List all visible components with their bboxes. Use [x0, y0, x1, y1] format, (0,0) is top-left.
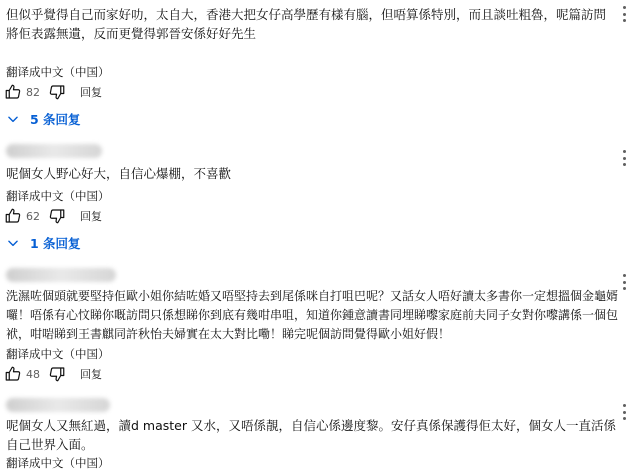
- comment-text: 洗濕咗個頭就要堅持佢歐小姐你結咗婚又唔堅持去到尾係咪自打咀巴呢？又話女人唔好讀太多書你一定想搵個金龜婿囉！唔係有心忟睇你嘅訪問只係想睇你到底有幾咁串咀，知道你鍾意讀書同埋睇嚟家庭前夫同子女對你嚟講係一個包袱，咁啱睇到王書麒同許秋怡夫婦實在太大對比嘞！睇完呢個訪問覺得歐小姐好假！: [6, 289, 619, 341]
- dislike-icon[interactable]: [48, 207, 66, 225]
- translate-link[interactable]: 翻译成中文（中国）: [6, 65, 110, 79]
- comment-text: 呢個女人又無紅過，讀d master 又水，又唔係靚，自信心係邊度黎。安仔真係保護得佢太好，個女人一直活係自己世界入面。: [6, 418, 616, 452]
- replies-count: 5 条回复: [30, 112, 81, 127]
- chevron-down-icon: [6, 112, 20, 126]
- author-name[interactable]: [6, 144, 102, 158]
- reply-button[interactable]: 回复: [80, 210, 102, 223]
- chevron-down-icon: [6, 236, 20, 250]
- comment-actions: [4, 82, 102, 102]
- like-count: 48: [26, 367, 40, 381]
- more-vert-icon[interactable]: [622, 404, 626, 420]
- more-vert-icon[interactable]: [622, 6, 626, 22]
- author-name[interactable]: [6, 268, 116, 282]
- comment-text: 呢個女人野心好大，自信心爆棚，不喜歡: [6, 166, 232, 181]
- like-icon[interactable]: [4, 365, 22, 383]
- like-icon[interactable]: [4, 207, 22, 225]
- comment-actions: [4, 206, 102, 226]
- comment-text: 但似乎覺得自己而家好叻，太自大，香港大把女仔高學歷有樣有腦，但唔算係特別，而且談吐粗魯，呢篇訪問將佢表露無遺，反而更覺得郭晉安係好好先生: [6, 7, 607, 41]
- more-vert-icon[interactable]: [622, 274, 626, 290]
- author-name[interactable]: [6, 398, 110, 412]
- dislike-icon[interactable]: [48, 83, 66, 101]
- like-count: 62: [26, 209, 40, 223]
- translate-link[interactable]: 翻译成中文（中国）: [6, 189, 110, 203]
- reply-button[interactable]: 回复: [80, 86, 102, 99]
- comment-actions: [4, 364, 102, 384]
- dislike-icon[interactable]: [48, 365, 66, 383]
- translate-link[interactable]: 翻译成中文（中国）: [6, 456, 110, 470]
- like-icon[interactable]: [4, 83, 22, 101]
- like-count: 82: [26, 85, 40, 99]
- translate-link[interactable]: 翻译成中文（中国）: [6, 347, 110, 361]
- view-replies-button[interactable]: [6, 107, 81, 131]
- reply-button[interactable]: 回复: [80, 368, 102, 381]
- more-vert-icon[interactable]: [622, 150, 626, 166]
- replies-count: 1 条回复: [30, 236, 81, 251]
- view-replies-button[interactable]: [6, 231, 81, 255]
